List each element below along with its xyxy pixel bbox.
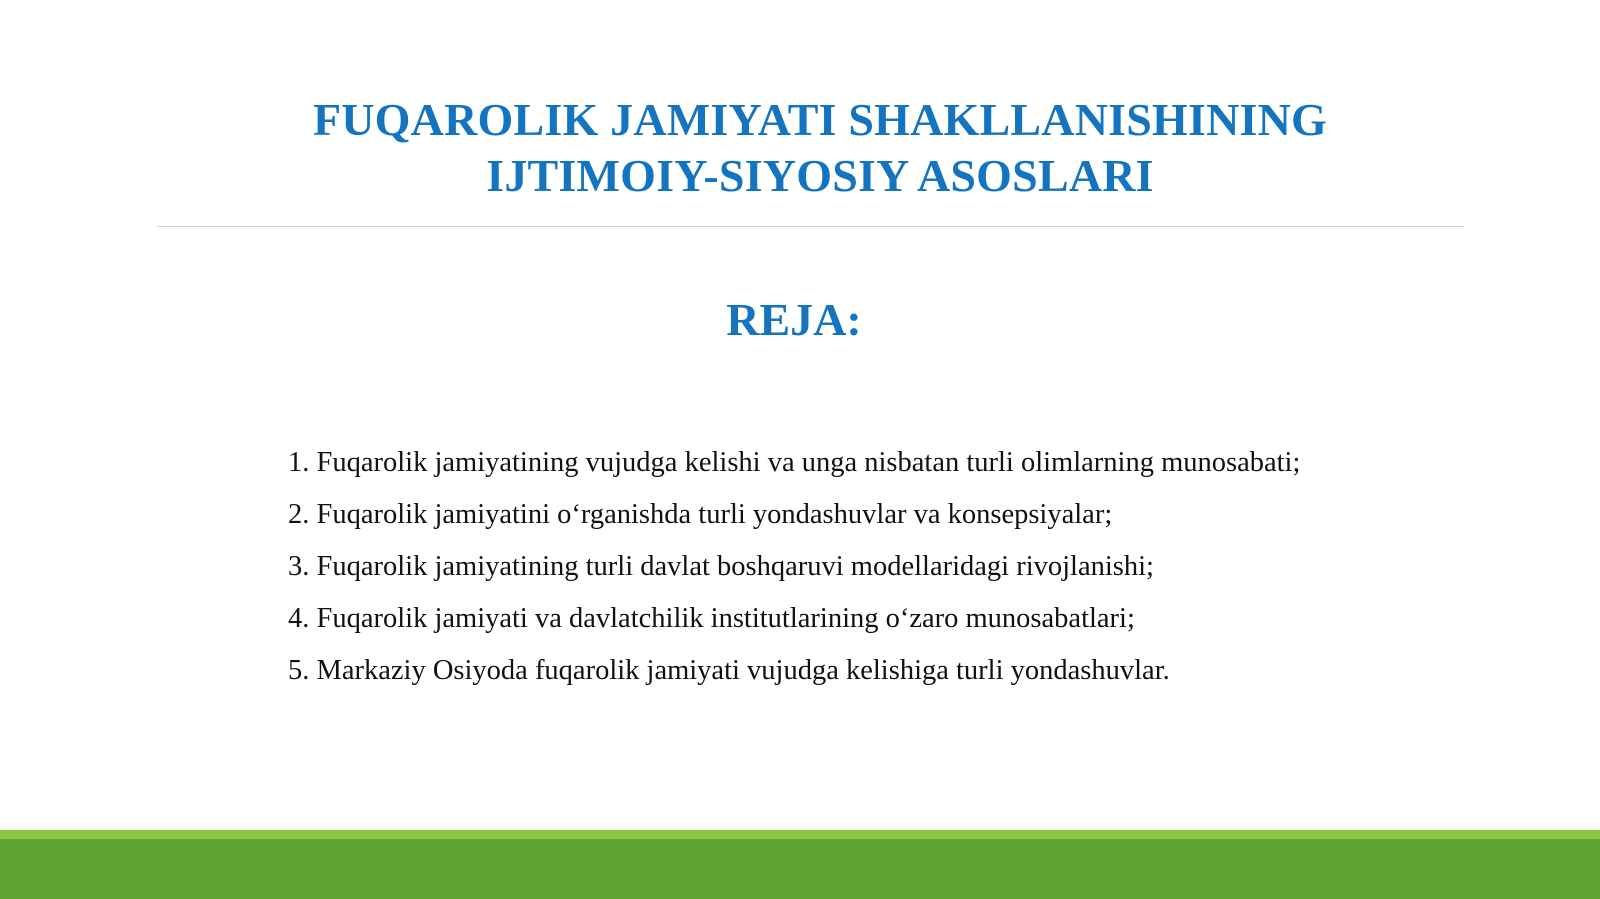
plan-list [288,437,1468,697]
plan-item-1: 1. Fuqarolik jamiyatining vujudga kelishi va unga nisbatan turli olimlarning munosabati; [288,447,1301,478]
plan-item-3: 3. Fuqarolik jamiyatining turli davlat boshqaruvi modellaridagi rivojlanishi; [288,551,1154,582]
plan-item-5: 5. Markaziy Osiyoda fuqarolik jamiyati vujudga kelishiga turli yondashuvlar. [288,655,1170,686]
footer-band [0,839,1600,899]
slide-title [150,92,1490,204]
plan-item-4: 4. Fuqarolik jamiyati va davlatchilik institutlarining o‘zaro munosabatlari; [288,603,1135,634]
footer-accent-stripe [0,830,1600,839]
slide-title-line-2: IJTIMOIY-SIYOSIY ASOSLARI [486,150,1154,201]
slide-title-line-1: FUQAROLIK JAMIYATI SHAKLLANISHINING [312,94,1328,145]
plan-item-2: 2. Fuqarolik jamiyatini o‘rganishda turli yondashuvlar va konsepsiyalar; [288,499,1113,530]
title-divider [157,226,1464,227]
plan-heading: REJA: [726,294,862,345]
